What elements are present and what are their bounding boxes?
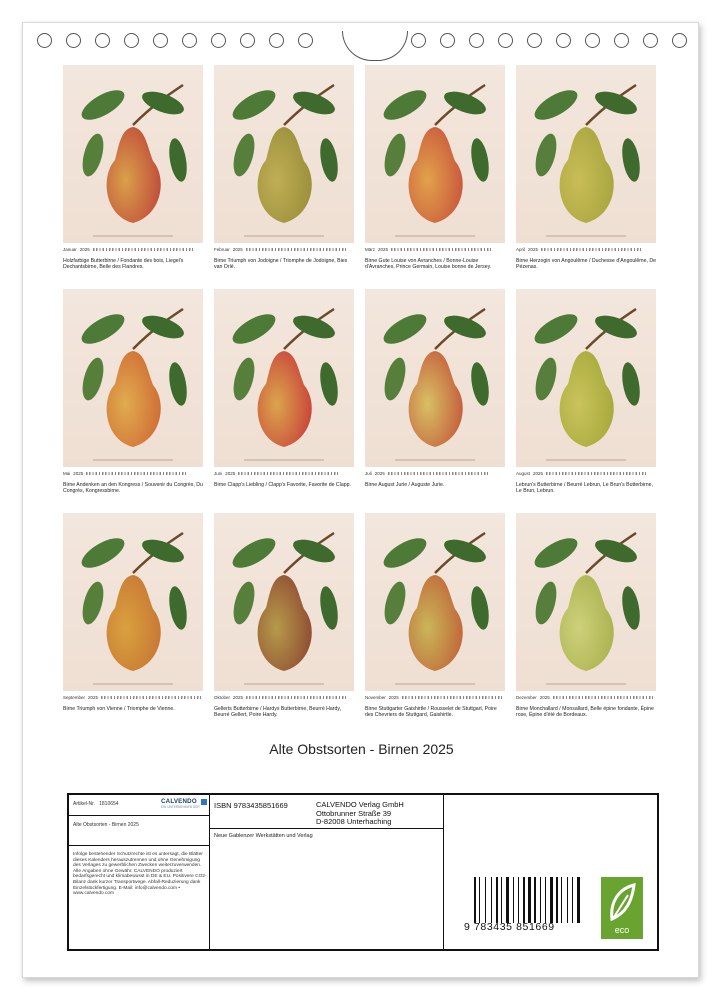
month-calendar-strip bbox=[63, 695, 203, 703]
month-year: 2025 bbox=[225, 471, 236, 476]
month-cell bbox=[516, 289, 656, 514]
pear-variety-description: Birne Herzogin von Angoulême / Duchesse d'Angoulême, De Pézenas. bbox=[516, 258, 656, 271]
info-column-left bbox=[69, 795, 210, 949]
day-numbers bbox=[101, 696, 201, 699]
barcode-bar bbox=[513, 877, 514, 923]
hanger-hook bbox=[342, 31, 408, 61]
month-cell bbox=[214, 513, 354, 738]
day-numbers bbox=[246, 248, 346, 251]
brand-name: CALVENDO bbox=[161, 798, 197, 805]
pear-variety-description: Birne Triumph von Jodoigne / Triomphe de Jodoigne, Bies van Orlé. bbox=[214, 258, 348, 271]
month-year: 2025 bbox=[233, 695, 244, 700]
pear-drawing bbox=[365, 513, 505, 691]
pear-illustration bbox=[63, 513, 203, 691]
month-name: Januar bbox=[63, 247, 77, 252]
month-name: Oktober bbox=[214, 695, 231, 700]
pear-variety-description: Lebrun's Butterbirne / Beurré Lebrun, Le Brun's Butterbirne, Le Brun, Lebrun. bbox=[516, 482, 653, 495]
day-numbers bbox=[541, 248, 641, 251]
month-year: 2025 bbox=[88, 695, 99, 700]
month-cell bbox=[365, 289, 505, 514]
product-info-box bbox=[67, 793, 659, 951]
month-calendar-strip bbox=[516, 471, 656, 479]
barcode-bar bbox=[567, 877, 568, 923]
barcode-bar bbox=[540, 877, 541, 923]
month-name: Juni bbox=[214, 471, 223, 476]
plate-caption-line bbox=[93, 683, 173, 685]
month-cell bbox=[214, 65, 354, 290]
pear-drawing bbox=[516, 289, 656, 467]
binding-ring bbox=[585, 33, 600, 48]
month-year: 2025 bbox=[388, 695, 399, 700]
binding-ring bbox=[37, 33, 52, 48]
binding-ring bbox=[614, 33, 629, 48]
plate-caption-line bbox=[546, 683, 626, 685]
workshop-name: Neue Gablenzer Werkstätten und Verlag bbox=[214, 833, 313, 839]
binding-ring bbox=[527, 33, 542, 48]
barcode-bar bbox=[496, 877, 498, 923]
binding-ring bbox=[672, 33, 687, 48]
day-numbers bbox=[238, 472, 338, 475]
month-calendar-strip bbox=[365, 695, 505, 703]
pear-drawing bbox=[516, 65, 656, 243]
barcode-bar bbox=[561, 877, 562, 923]
pear-illustration bbox=[365, 513, 505, 691]
calendar-title: Alte Obstsorten - Birnen 2025 bbox=[269, 741, 454, 757]
binding-ring bbox=[643, 33, 658, 48]
pear-illustration bbox=[365, 65, 505, 243]
pear-drawing bbox=[214, 513, 354, 691]
month-name: März bbox=[365, 247, 375, 252]
month-calendar-strip bbox=[214, 695, 354, 703]
month-cell bbox=[516, 513, 656, 738]
month-year: 2025 bbox=[533, 471, 544, 476]
logo-square-icon bbox=[201, 799, 207, 805]
binding-ring bbox=[556, 33, 571, 48]
pear-variety-description: Birne Clapp's Liebling / Clapp's Favorite, Favorite de Clapp. bbox=[214, 482, 351, 488]
month-cell bbox=[365, 65, 505, 290]
month-cell bbox=[63, 513, 203, 738]
barcode-bar bbox=[528, 877, 531, 923]
barcode-bar bbox=[572, 877, 573, 923]
plate-caption-line bbox=[244, 683, 324, 685]
pear-illustration bbox=[516, 289, 656, 467]
plate-caption-line bbox=[93, 235, 173, 237]
article-value: 1810654 bbox=[99, 801, 119, 807]
month-calendar-strip bbox=[516, 247, 656, 255]
publisher-street: Ottobrunner Straße 39 bbox=[316, 808, 392, 818]
publisher-address bbox=[316, 801, 404, 827]
pear-drawing bbox=[63, 513, 203, 691]
binding-ring bbox=[66, 33, 81, 48]
month-calendar-strip bbox=[516, 695, 656, 703]
barcode-bar bbox=[550, 877, 553, 923]
pear-illustration bbox=[214, 289, 354, 467]
divider bbox=[69, 845, 210, 846]
pear-drawing bbox=[365, 65, 505, 243]
divider bbox=[69, 815, 210, 816]
binding-ring bbox=[124, 33, 139, 48]
month-calendar-strip bbox=[365, 471, 505, 479]
month-calendar-strip bbox=[214, 471, 354, 479]
month-cell bbox=[365, 513, 505, 738]
barcode-bar bbox=[501, 877, 502, 923]
divider bbox=[210, 828, 444, 829]
month-name: August bbox=[516, 471, 531, 476]
binding-ring bbox=[153, 33, 168, 48]
barcode-bar bbox=[545, 877, 546, 923]
pear-variety-description: Birne August Jurie / Auguste Jurie. bbox=[365, 482, 445, 488]
month-calendar-strip bbox=[63, 247, 203, 255]
plate-caption-line bbox=[244, 459, 324, 461]
plate-caption-line bbox=[395, 459, 475, 461]
pear-variety-description: Birne Monchallard / Monsallard, Belle épine fondante, Épine rose, Épine d'été de Bordeaux. bbox=[516, 706, 654, 719]
day-numbers bbox=[391, 248, 491, 251]
barcode-bar bbox=[491, 877, 492, 923]
binding-ring bbox=[95, 33, 110, 48]
binding-ring bbox=[240, 33, 255, 48]
publisher-name: CALVENDO Verlag GmbH bbox=[316, 800, 404, 809]
plate-caption-line bbox=[546, 235, 626, 237]
month-name: Februar bbox=[214, 247, 230, 252]
binding-ring bbox=[298, 33, 313, 48]
pear-drawing bbox=[63, 65, 203, 243]
legal-text: Infolge bestehender Schutzrechte ist es untersagt, die Blätter dieses Kalenders herauszutrennen und ohne Genehmigung des Verlages zu gewerblichen Zwecken weiterzuverwenden. Alle Angaben ohne Gewähr. CALVENDO produziert bedarfsgerecht und klimabewusst in DE & EU. Positivere CO2-Bilanz dank kurzer Transportwege. Abfall-Reduzierung dank Einzelstückfertigung. E-Mail: info@calvendo.com • www.calvendo.com bbox=[73, 852, 207, 897]
plate-caption-line bbox=[395, 683, 475, 685]
month-name: September bbox=[63, 695, 86, 700]
month-year: 2025 bbox=[232, 247, 243, 252]
pear-illustration bbox=[63, 289, 203, 467]
day-numbers bbox=[388, 472, 488, 475]
month-year: 2025 bbox=[79, 247, 90, 252]
publisher-city: D-82008 Unterhaching bbox=[316, 817, 392, 827]
month-year: 2025 bbox=[378, 247, 389, 252]
leaf-icon bbox=[608, 883, 636, 923]
barcode-bar bbox=[534, 877, 536, 923]
month-calendar-strip bbox=[365, 247, 505, 255]
calendar-cover-page bbox=[22, 22, 699, 978]
plate-caption-line bbox=[546, 459, 626, 461]
pear-illustration bbox=[214, 513, 354, 691]
pear-variety-description: Birne Stuttgarter Gaishirtle / Rousselet de Stuttgart, Poire des Chevriers de Stuttgard, Gaishirtle. bbox=[365, 706, 497, 719]
plate-caption-line bbox=[395, 235, 475, 237]
barcode-bar bbox=[485, 877, 486, 923]
pear-drawing bbox=[214, 289, 354, 467]
barcode-bars bbox=[474, 877, 578, 923]
binding-ring bbox=[498, 33, 513, 48]
month-name: Juli bbox=[365, 471, 372, 476]
day-numbers bbox=[546, 472, 646, 475]
isbn: ISBN 9783435851669 bbox=[214, 801, 288, 810]
pear-variety-description: Birne Andenken an den Kongress / Souvenir du Congrès, Du Congrès, Kongressbirne. bbox=[63, 482, 203, 495]
info-column-middle bbox=[210, 795, 444, 949]
month-year: 2025 bbox=[73, 471, 84, 476]
binding-ring bbox=[411, 33, 426, 48]
binding-ring bbox=[211, 33, 226, 48]
pear-variety-description: Gellerts Butterbirne / Hardys Butterbirne, Beurré Hardy, Beurré Gellert, Poire Hardy. bbox=[214, 706, 342, 719]
article-label: Artikel-Nr. bbox=[73, 801, 95, 807]
month-calendar-strip bbox=[214, 247, 354, 255]
day-numbers bbox=[93, 248, 193, 251]
month-cell bbox=[63, 289, 203, 514]
barcode bbox=[464, 877, 580, 935]
pear-drawing bbox=[365, 289, 505, 467]
month-cell bbox=[214, 289, 354, 514]
month-name: April bbox=[516, 247, 526, 252]
pear-drawing bbox=[214, 65, 354, 243]
day-numbers bbox=[402, 696, 502, 699]
day-numbers bbox=[86, 472, 186, 475]
product-title: Alte Obstsorten - Birnen 2025 bbox=[73, 822, 139, 828]
info-column-right bbox=[444, 795, 657, 949]
pear-variety-description: Birne Gute Louise von Avranches / Bonne-Louise d'Avranches, Prince Germain, Louise bonne de Jersey. bbox=[365, 258, 492, 271]
brand-sub: EIN UNTERNEHMEN DER bbox=[161, 805, 200, 809]
binding-ring bbox=[182, 33, 197, 48]
pear-variety-description: Birne Triumph von Vienne / Triomphe de Vienne. bbox=[63, 706, 175, 712]
month-year: 2025 bbox=[528, 247, 539, 252]
barcode-bar bbox=[556, 877, 558, 923]
binding-ring bbox=[269, 33, 284, 48]
calvendo-logo bbox=[161, 798, 205, 812]
month-calendar-strip bbox=[63, 471, 203, 479]
month-name: Mai bbox=[63, 471, 71, 476]
eco-badge bbox=[601, 877, 643, 939]
pear-illustration bbox=[516, 513, 656, 691]
pear-illustration bbox=[214, 65, 354, 243]
barcode-bar bbox=[518, 877, 519, 923]
month-cell bbox=[63, 65, 203, 290]
pear-illustration bbox=[516, 65, 656, 243]
pear-drawing bbox=[516, 513, 656, 691]
pear-illustration bbox=[63, 65, 203, 243]
binding-rings bbox=[37, 33, 687, 51]
month-year: 2025 bbox=[374, 471, 385, 476]
binding-ring bbox=[469, 33, 484, 48]
month-name: Dezember bbox=[516, 695, 537, 700]
month-name: November bbox=[365, 695, 386, 700]
barcode-bar bbox=[479, 877, 480, 923]
barcode-bar bbox=[577, 877, 580, 923]
barcode-bar bbox=[523, 877, 525, 923]
month-cell bbox=[516, 65, 656, 290]
month-year: 2025 bbox=[539, 695, 550, 700]
pear-illustration bbox=[365, 289, 505, 467]
barcode-bar bbox=[474, 877, 476, 923]
eco-label: eco bbox=[614, 925, 630, 935]
barcode-digits: 9 783435 851669 bbox=[464, 921, 555, 933]
binding-ring bbox=[440, 33, 455, 48]
day-numbers bbox=[553, 696, 653, 699]
article-number bbox=[73, 801, 119, 807]
pear-drawing bbox=[63, 289, 203, 467]
day-numbers bbox=[246, 696, 346, 699]
pear-variety-description: Holzfarbige Butterbirne / Fondante des bois, Liegel's Dechantsbirne, Belle des Flandres. bbox=[63, 258, 184, 271]
plate-caption-line bbox=[93, 459, 173, 461]
plate-caption-line bbox=[244, 235, 324, 237]
barcode-bar bbox=[506, 877, 509, 923]
